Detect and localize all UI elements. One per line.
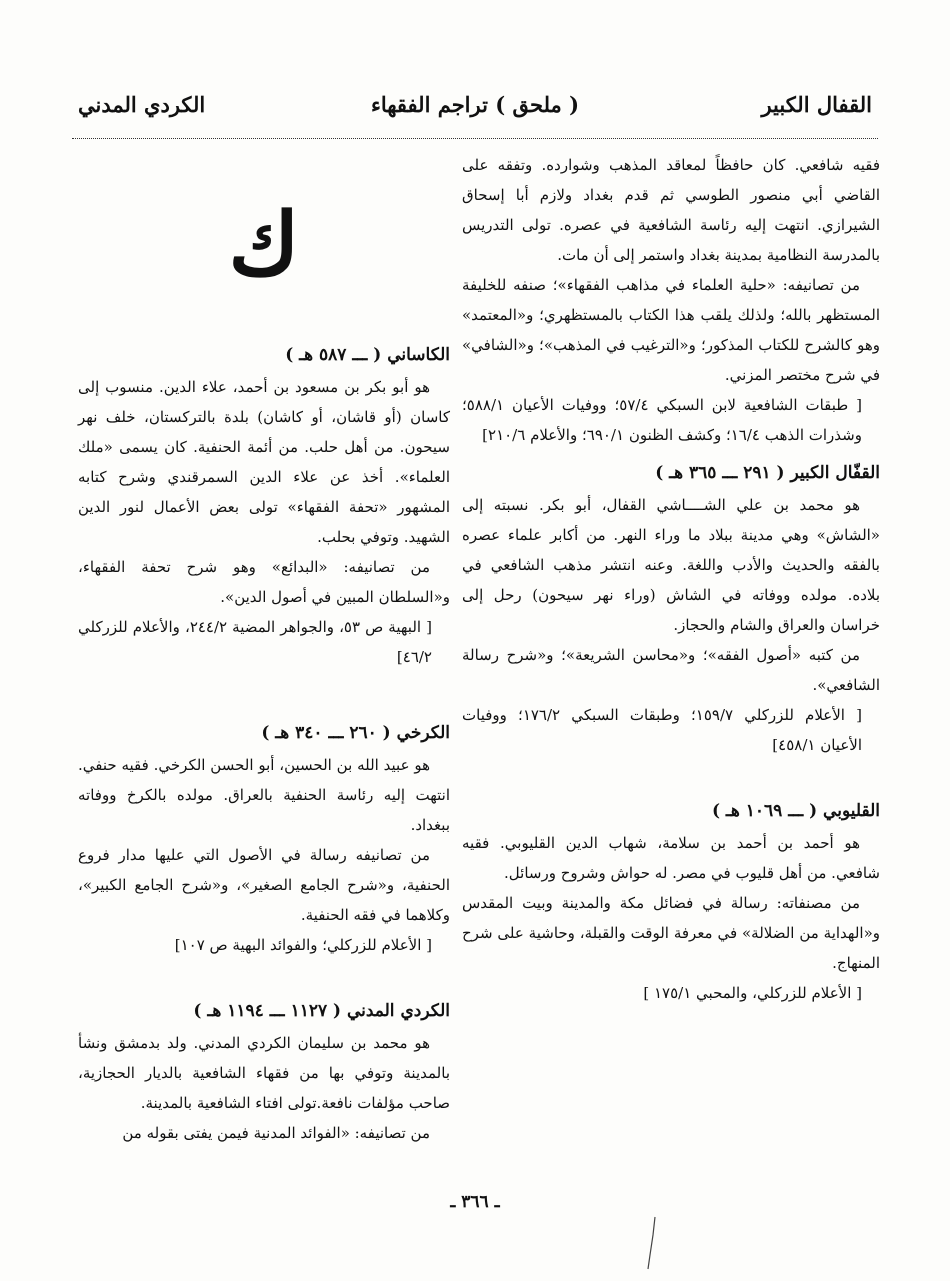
entry-paragraph: من تصانيفه رسالة في الأصول التي عليها مدار فروع الحنفية، و«شرح الجامع الصغير»، و«شرح الجامع الكبير»، وكلاهما في فقه الحنفية. [78, 846, 450, 924]
entry-paragraph: من كتبه «أصول الفقه»؛ و«محاسن الشريعة»؛ و«شرح رسالة الشافعي». [462, 646, 880, 694]
entry-continuation [462, 150, 880, 450]
entry-title: الكردي المدني ( ١١٢٧ ـــ ١١٩٤ هـ ) [193, 1001, 450, 1021]
entry-title: الكرخي ( ٢٦٠ ـــ ٣٤٠ هـ ) [261, 723, 450, 743]
entry-paragraph: من تصانيفه: «حلية العلماء في مذاهب الفقهاء»؛ صنفه للخليفة المستظهر بالله؛ ولذلك يلقب هذا الكتاب بالمستظهري؛ و«المعتمد» وهو كالشرح للكتاب المذكور؛ و«الترغيب في المذهب»؛ و«الشافي» في شرح مختصر المزني. [462, 276, 880, 384]
running-header [70, 92, 880, 132]
entry-source: [ الأعلام للزركلي؛ والفوائد البهية ص ١٠٧] [174, 936, 432, 954]
header-divider [72, 138, 878, 139]
entry-kasani [78, 340, 450, 672]
entry-kurdi [78, 996, 450, 1148]
section-letter: ك [228, 194, 300, 295]
right-column [462, 150, 880, 1016]
entry-paragraph: هو محمد بن سليمان الكردي المدني. ولد بدمشق ونشأ بالمدينة وتوفي بها من فقهاء الشافعية بالديار الحجازية، صاحب مؤلفات نافعة.تولى افتاء الشافعية بالمدينة. [78, 1034, 450, 1112]
entry-source: [ طبقات الشافعية لابن السبكي ٥٧/٤؛ ووفيات الأعيان ٥٨٨/١؛ وشذرات الذهب ١٦/٤؛ وكشف الظنون ٦٩٠/١؛ والأعلام ٢١٠/٦] [462, 396, 862, 444]
entry-paragraph: هو أحمد بن أحمد بن سلامة، شهاب الدين القليوبي. فقيه شافعي. من أهل قليوب في مصر. له حواش وشروح ورسائل. [462, 834, 880, 882]
entry-paragraph: من تصانيفه: «الفوائد المدنية فيمن يفتى بقوله من [122, 1124, 430, 1142]
entry-source: [ الأعلام للزركلي ١٥٩/٧؛ وطبقات السبكي ١٧٦/٢؛ ووفيات الأعيان ٤٥٨/١] [462, 706, 862, 754]
header-right-title: القفال الكبير [761, 92, 872, 117]
pen-mark [645, 1215, 659, 1270]
entry-title: الكاساني ( ـــ ٥٨٧ هـ ) [285, 345, 450, 365]
entry-karkhi [78, 718, 450, 960]
entry-paragraph: من مصنفاته: رسالة في فضائل مكة والمدينة وبيت المقدس و«الهداية من الضلالة» في معرفة الوقت والقبلة، وحاشية على شرح المنهاج. [462, 894, 880, 972]
entry-paragraph: من تصانيفه: «البدائع» وهو شرح تحفة الفقهاء، و«السلطان المبين في أصول الدين». [78, 558, 450, 606]
page-number: ـ ٣٦٦ ـ [450, 1192, 500, 1212]
left-column [78, 150, 450, 1156]
entry-source: [ الأعلام للزركلي، والمحبي ١٧٥/١ ] [643, 984, 862, 1002]
header-left-title: الكردي المدني [78, 92, 206, 117]
entry-paragraph: هو أبو بكر بن مسعود بن أحمد، علاء الدين. منسوب إلى كاسان (أو قاشان، أو كاشان) بلدة بالتركستان، خلف نهر سيحون. من أهل حلب. من أئمة الحنفية. كان يسمى «ملك العلماء». أخذ عن علاء الدين السمرقندي وشرح كتابه المشهور «تحفة الفقهاء» تولى بعض الأعمال لنور الدين الشهيد. وتوفي بحلب. [78, 378, 450, 546]
entry-paragraph: هو عبيد الله بن الحسين، أبو الحسن الكرخي. فقيه حنفي. انتهت إليه رئاسة الحنفية بالعراق. مولده بالكرخ ووفاته ببغداد. [78, 756, 450, 834]
header-center-title: ( ملحق ) تراجم الفقهاء [370, 92, 580, 117]
entry-paragraph: فقيه شافعي. كان حافظاً لمعاقد المذهب وشوارده. وتفقه على القاضي أبي منصور الطوسي ثم قدم بغداد ولازم أبا إسحاق الشيرازي. انتهت إليه رئاسة الشافعية في عصره. تولى التدريس بالمدرسة النظامية بمدينة بغداد واستمر إلى أن مات. [462, 156, 880, 264]
entry-source: [ البهية ص ٥٣، والجواهر المضية ٢٤٤/٢، والأعلام للزركلي ٤٦/٢] [78, 618, 432, 666]
entry-qaffal [462, 458, 880, 760]
entry-qalyubi [462, 796, 880, 1008]
entry-title: القفّال الكبير ( ٢٩١ ـــ ٣٦٥ هـ ) [655, 463, 880, 483]
entry-title: القليوبي ( ـــ ١٠٦٩ هـ ) [711, 801, 880, 821]
entry-paragraph: هو محمد بن علي الشــــاشي القفال، أبو بكر. نسبته إلى «الشاش» وهي مدينة ببلاد ما وراء النهر. من أكابر علماء عصره بالفقه والحديث والأدب واللغة. وعنه انتشر مذهب الشافعي في بلاده. مولده ووفاته في الشاش (وراء نهر سيحون) رحل إلى خراسان والعراق والشام والحجاز. [462, 496, 880, 634]
